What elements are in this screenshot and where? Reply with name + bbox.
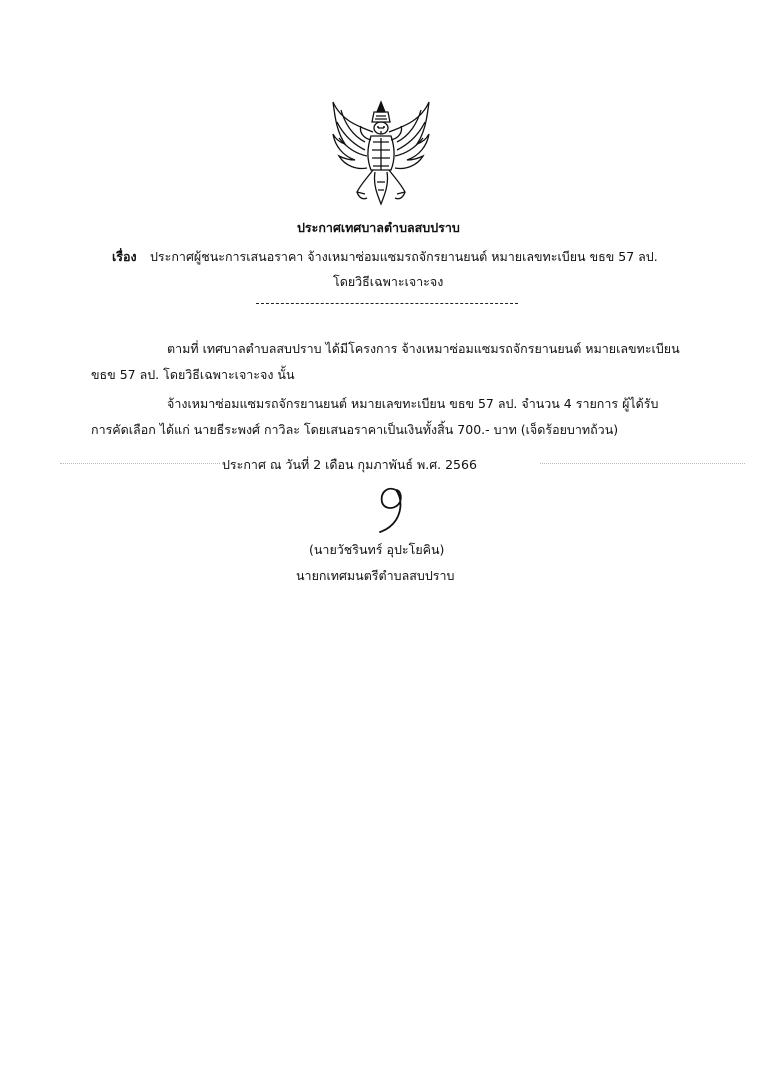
subject-text: ประกาศผู้ชนะการเสนอราคา จ้างเหมาซ่อมแซมรถจักรยานยนต์ หมายเลขทะเบียน ขธข 57 ลป.	[150, 249, 658, 264]
signatory-name: (นายวัชรินทร์ อุปะโยคิน)	[309, 542, 445, 557]
garuda-emblem-icon	[327, 98, 435, 208]
subject-method: โดยวิธีเฉพาะเจาะจง	[333, 274, 444, 289]
signature-icon	[368, 484, 416, 536]
subject-label: เรื่อง	[112, 249, 137, 264]
scan-artifact-right	[540, 463, 745, 464]
announcement-title: ประกาศเทศบาลตำบลสบปราบ	[297, 220, 460, 235]
signatory-position: นายกเทศมนตรีตำบลสบปราบ	[296, 568, 455, 583]
scan-artifact-left	[60, 463, 220, 464]
paragraph-2-line-2: การคัดเลือก ได้แก่ นายธีระพงศ์ กาวิละ โดยเสนอราคาเป็นเงินทั้งสิ้น 700.- บาท (เจ็ดร้อยบาทถ้วน)	[91, 422, 619, 437]
paragraph-1-line-1: ตามที่ เทศบาลตำบลสบปราบ ได้มีโครงการ จ้างเหมาซ่อมแซมรถจักรยานยนต์ หมายเลขทะเบียน	[167, 341, 680, 356]
paragraph-2-line-1: จ้างเหมาซ่อมแซมรถจักรยานยนต์ หมายเลขทะเบียน ขธข 57 ลป. จำนวน 4 รายการ ผู้ได้รับ	[167, 396, 659, 411]
header-divider	[256, 303, 518, 304]
paragraph-1-line-2: ขธข 57 ลป. โดยวิธีเฉพาะเจาะจง นั้น	[91, 367, 295, 382]
announcement-date: ประกาศ ณ วันที่ 2 เดือน กุมภาพันธ์ พ.ศ. 2566	[222, 457, 477, 472]
